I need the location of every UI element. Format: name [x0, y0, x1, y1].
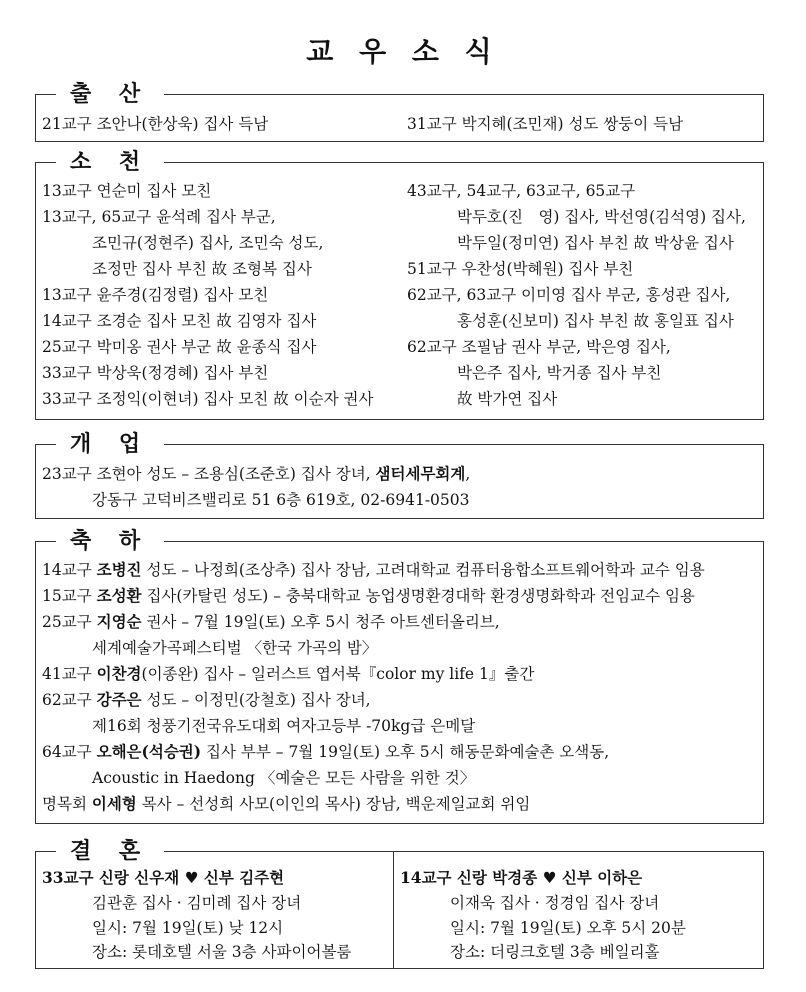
opening-line-1-suffix: ,: [465, 465, 471, 483]
congrats-8-pre: 64교구: [42, 743, 97, 761]
congrats-line-7: 제16회 청풍기전국유도대회 여자고등부 -70kg급 은메달: [92, 717, 476, 735]
funeral-left-9: 33교구 조정익(이현녀) 집사 모친 故 이순자 권사: [42, 390, 374, 408]
opening-business-name: 샘터세무회계: [375, 464, 466, 483]
wedding-section: [35, 851, 764, 969]
funeral-heading: 소 천: [56, 149, 164, 175]
funeral-right-6: 홍성훈(신보미) 집사 부친 故 홍일표 집사: [457, 312, 734, 330]
congrats-8-rest: 집사 부부 – 7월 19일(토) 오후 5시 해동문화예술촌 오색동,: [201, 743, 610, 761]
congrats-line-8: [42, 742, 609, 762]
funeral-left-6: 14교구 조경순 집사 모친 故 김영자 집사: [42, 312, 317, 330]
congrats-6-rest: 성도 – 이정민(강철호) 집사 장녀,: [141, 691, 371, 709]
congrats-section: [35, 541, 764, 824]
congrats-1-name: 조병진: [96, 560, 142, 579]
congrats-line-5: [42, 664, 534, 684]
congrats-5-pre: 41교구: [42, 665, 97, 683]
congrats-3-pre: 25교구: [42, 613, 97, 631]
congrats-6-name: 강주은: [96, 690, 142, 709]
wedding-heading: 결 혼: [56, 838, 164, 864]
congrats-line-2: [42, 586, 695, 606]
congrats-3-rest: 권사 – 7월 19일(토) 오후 5시 청주 아트센터올리브,: [141, 613, 500, 631]
opening-line-2: 강동구 고덕비즈밸리로 51 6층 619호, 02-6941-0503: [92, 491, 470, 509]
congrats-6-pre: 62교구: [42, 691, 97, 709]
funeral-right-8: 박은주 집사, 박거종 집사 부친: [457, 364, 662, 382]
congrats-line-3: [42, 612, 500, 632]
funeral-left-3: 조민규(정현주) 집사, 조민숙 성도,: [92, 234, 324, 252]
birth-heading: 출 산: [56, 81, 164, 107]
wedding-right-title: 14교구 신랑 박경종 ♥ 신부 이하은: [400, 868, 643, 887]
congrats-2-pre: 15교구: [42, 587, 97, 605]
funeral-right-2: 박두호(진 영) 집사, 박선영(김석영) 집사,: [457, 208, 746, 226]
congrats-2-rest: 집사(카탈린 성도) – 충북대학교 농업생명환경대학 환경생명화학과 전임교수 임용: [141, 587, 695, 605]
wedding-divider: [393, 852, 394, 968]
congrats-line-1: [42, 560, 705, 580]
congrats-line-10: [42, 794, 530, 814]
birth-right: 31교구 박지혜(조민재) 성도 쌍둥이 득남: [407, 115, 684, 133]
funeral-right-5: 62교구, 63교구 이미영 집사 부군, 홍성관 집사,: [407, 286, 731, 304]
congrats-5-name: 이찬경: [96, 664, 142, 683]
congrats-1-rest: 성도 – 나정희(조상추) 집사 장남, 고려대학교 컴퓨터융합소프트웨어학과 교수 임용: [141, 561, 705, 579]
funeral-section: [35, 162, 764, 420]
funeral-left-1: 13교구 연순미 집사 모친: [42, 182, 212, 200]
funeral-left-4: 조정만 집사 부친 故 조형복 집사: [92, 260, 312, 278]
congrats-3-name: 지영순: [96, 612, 142, 631]
opening-line-1-text: 23교구 조현아 성도 – 조용심(조준호) 집사 장녀,: [42, 465, 376, 483]
congrats-1-pre: 14교구: [42, 561, 97, 579]
funeral-left-7: 25교구 박미옹 권사 부군 故 윤종식 집사: [42, 338, 317, 356]
congrats-10-pre: 명목회: [42, 795, 92, 813]
congrats-2-name: 조성환: [96, 586, 142, 605]
opening-heading: 개 업: [56, 431, 164, 457]
wedding-left-parents: 김관훈 집사 · 김미례 집사 장녀: [92, 894, 302, 912]
wedding-right-place: 장소: 더링크호텔 3층 베일리홀: [450, 943, 660, 961]
funeral-right-3: 박두일(정미연) 집사 부친 故 박상윤 집사: [457, 234, 734, 252]
congrats-line-9: Acoustic in Haedong 〈예술은 모든 사람을 위한 것〉: [92, 769, 476, 787]
opening-line-1: [42, 464, 470, 484]
wedding-left-place: 장소: 롯데호텔 서울 3층 사파이어볼룸: [92, 943, 352, 961]
congrats-line-6: [42, 690, 371, 710]
page-title: 교 우 소 식: [306, 35, 500, 68]
funeral-right-9: 故 박가연 집사: [457, 390, 558, 408]
funeral-right-1: 43교구, 54교구, 63교구, 65교구: [407, 182, 636, 200]
congrats-10-name: 이세형: [91, 794, 137, 813]
wedding-right-parents: 이재욱 집사 · 정경임 집사 장녀: [450, 894, 660, 912]
funeral-left-8: 33교구 박상욱(정경혜) 집사 부친: [42, 364, 269, 382]
wedding-left-date: 일시: 7월 19일(토) 낮 12시: [92, 919, 284, 937]
congrats-8-name: 오해은(석승권): [96, 742, 202, 761]
wedding-left-title: 33교구 신랑 신우재 ♥ 신부 김주현: [42, 868, 285, 887]
congrats-5-rest: (이종완) 집사 – 일러스트 엽서북『color my life 1』출간: [141, 665, 535, 683]
birth-left: 21교구 조안나(한상욱) 집사 득남: [42, 115, 269, 133]
funeral-left-2: 13교구, 65교구 윤석례 집사 부군,: [42, 208, 276, 226]
funeral-right-7: 62교구 조필남 권사 부군, 박은영 집사,: [407, 338, 671, 356]
congrats-line-4: 세계예술가곡페스티벌 〈한국 가곡의 밤〉: [92, 639, 378, 657]
funeral-left-5: 13교구 윤주경(김정렬) 집사 모친: [42, 286, 269, 304]
congrats-heading: 축 하: [56, 528, 164, 554]
funeral-right-4: 51교구 우찬성(박혜원) 집사 부친: [407, 260, 634, 278]
congrats-10-rest: 목사 – 선성희 사모(이인의 목사) 장남, 백운제일교회 위임: [136, 795, 531, 813]
wedding-right-date: 일시: 7월 19일(토) 오후 5시 20분: [450, 919, 686, 937]
